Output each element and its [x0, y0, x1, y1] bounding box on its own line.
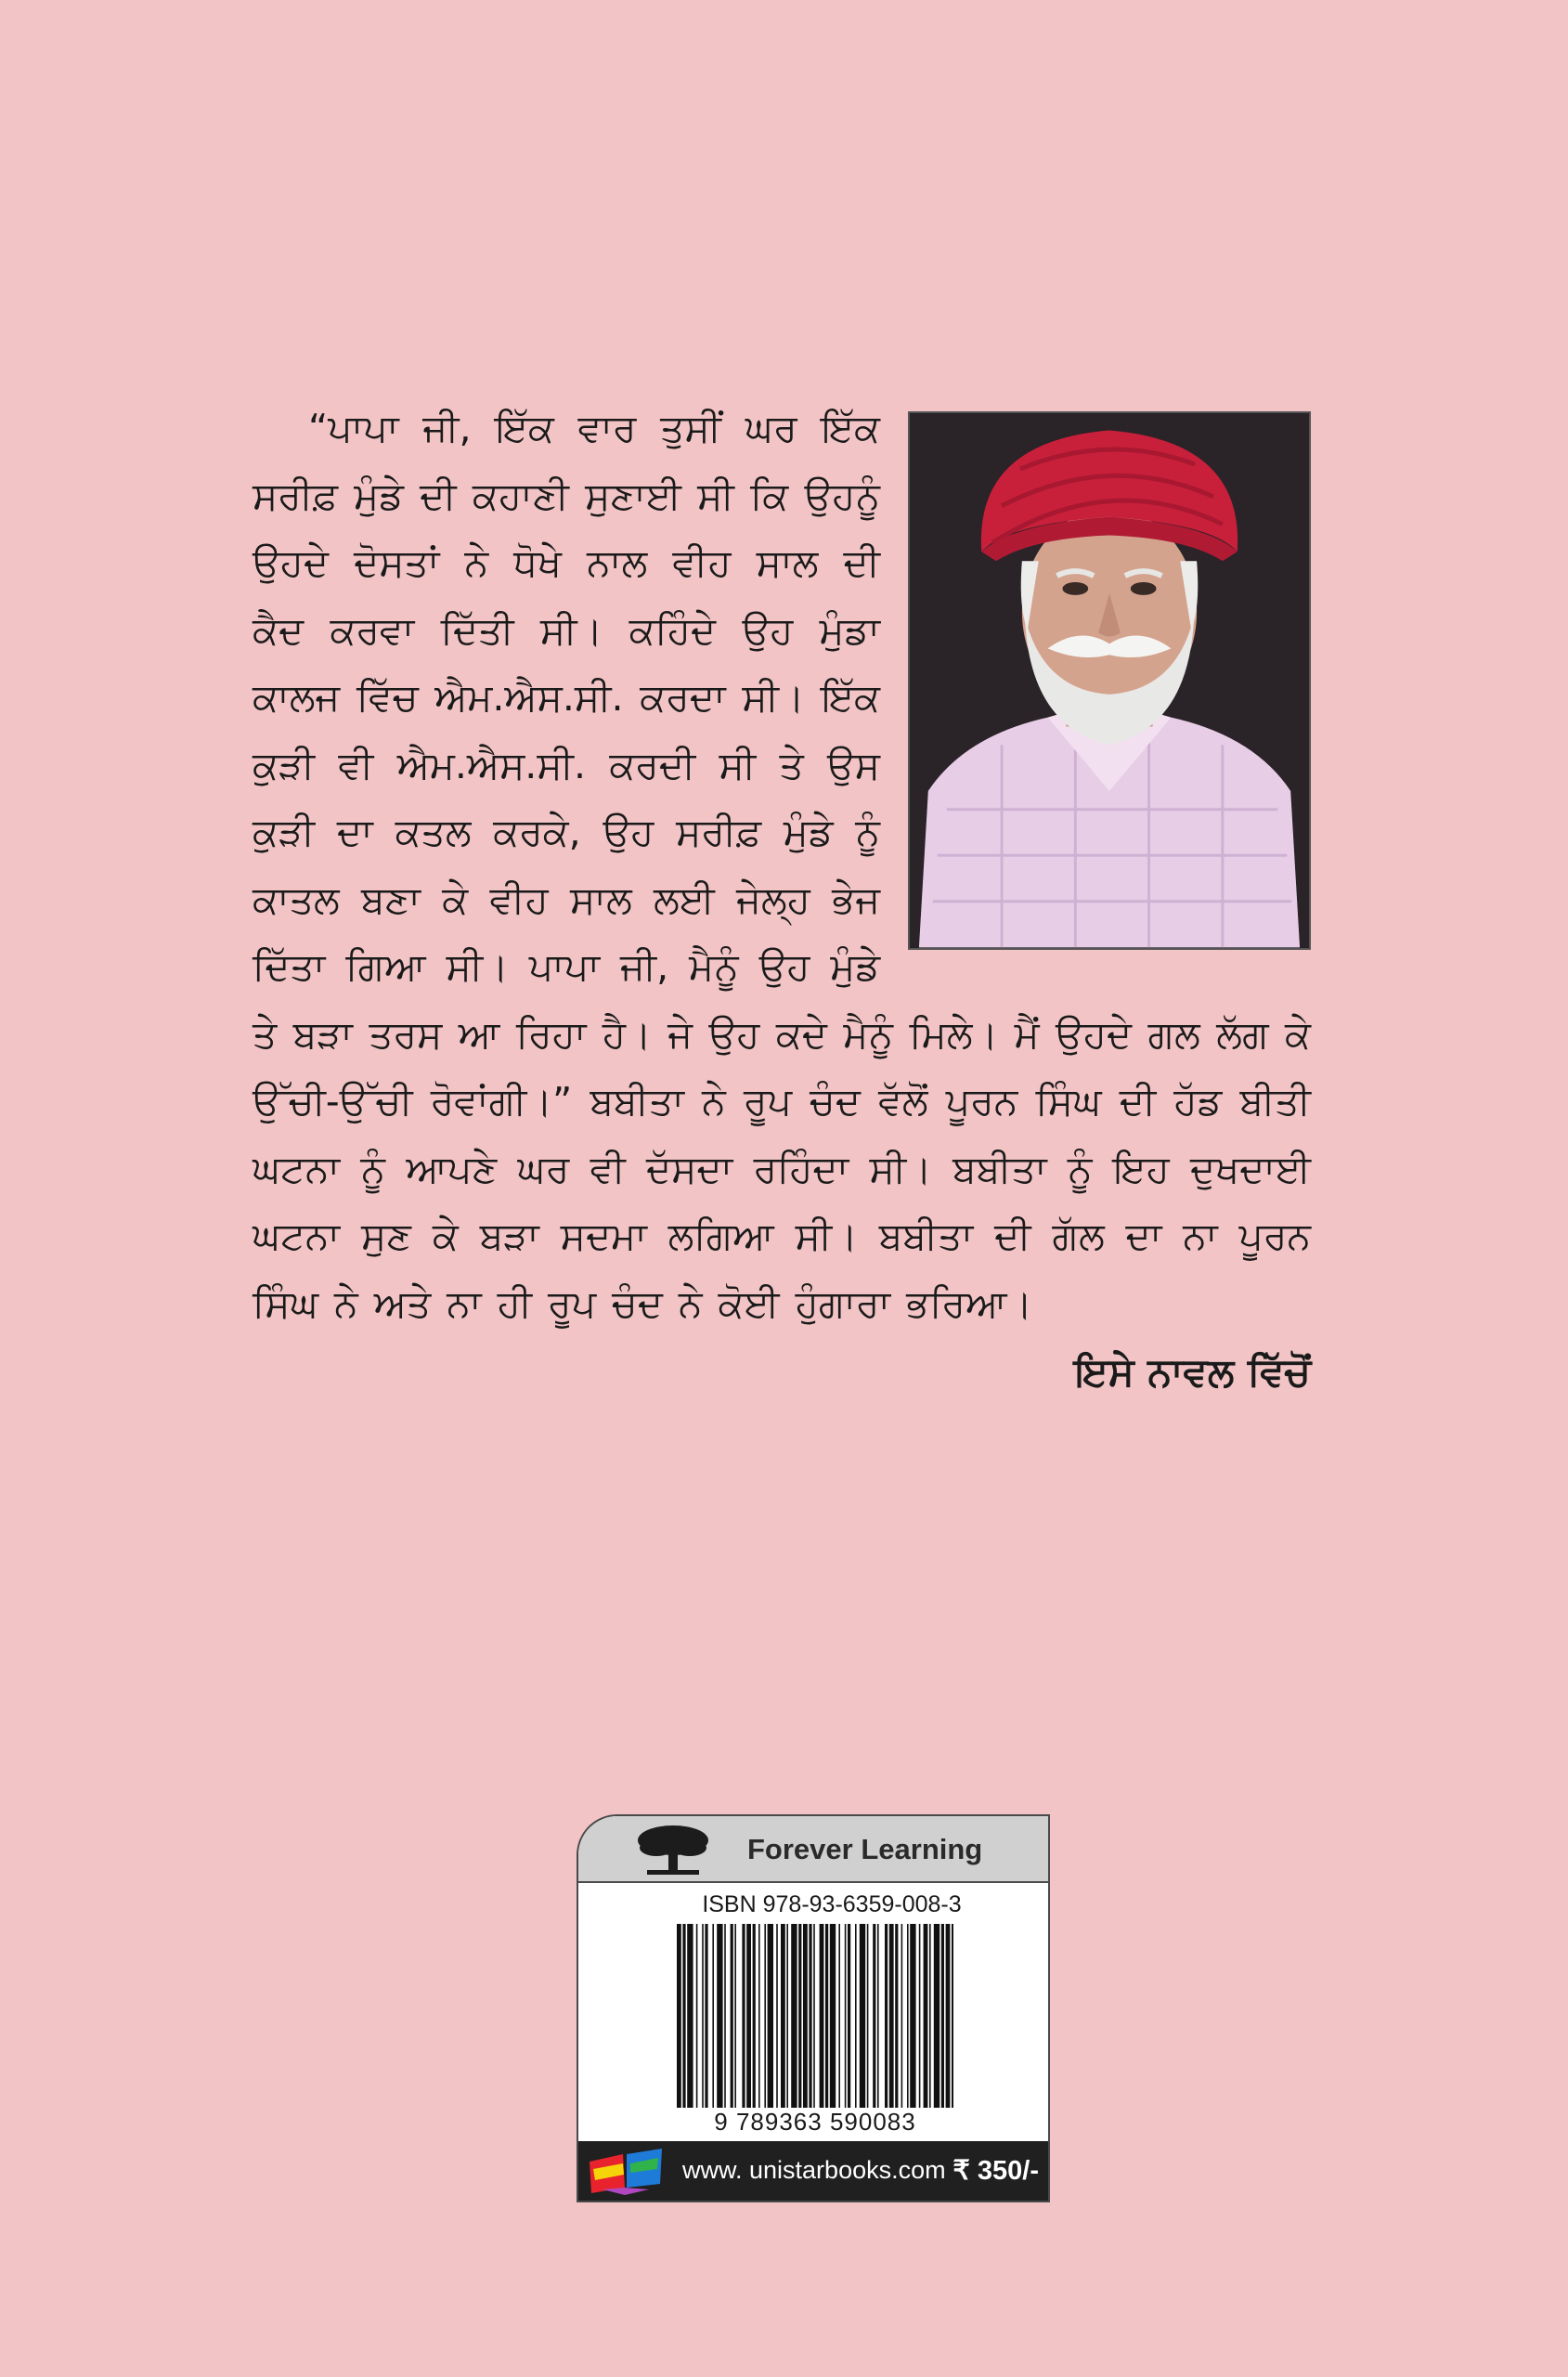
barcode-bar	[889, 1924, 894, 2108]
barcode-bar	[758, 1924, 760, 2108]
barcode-bar	[877, 1924, 879, 2108]
barcode-bar	[803, 1924, 808, 2108]
barcode-panel	[577, 1814, 1050, 2202]
barcode-bar	[776, 1924, 778, 2108]
barcode-bar	[731, 1924, 733, 2108]
barcode-bar	[705, 1924, 707, 2108]
author-photo	[908, 411, 1311, 950]
barcode-bar	[813, 1924, 815, 2108]
barcode-bar	[682, 1924, 685, 2108]
panel-header	[578, 1816, 1048, 1883]
price-label: ₹ 350/-	[952, 2156, 1039, 2186]
isbn-text: ISBN 978-93-6359-008-3	[702, 1891, 962, 1917]
barcode-bar	[845, 1924, 847, 2108]
excerpt-paragraph: “ਪਾਪਾ ਜੀ, ਇੱਕ ਵਾਰ ਤੁਸੀਂ ਘਰ ਇੱਕ ਸਰੀਫ਼ ਮੁੰਡੇ ਦੀ ਕਹਾਣੀ ਸੁਣਾਈ ਸੀ ਕਿ ਉਹਨੂੰ ਉਹਦੇ ਦੋਸਤਾਂ ਨੇ ਧੋਖੇ ਨਾਲ ਵੀਹ ਸਾਲ ਦੀ ਕੈਦ ਕਰਵਾ ਦਿੱਤੀ ਸੀ। ਕਹਿੰਦੇ ਉਹ ਮੁੰਡਾ ਕਾਲਜ ਵਿੱਚ ਐਮ.ਐਸ.ਸੀ. ਕਰਦਾ ਸੀ। ਇੱਕ ਕੁੜੀ ਵੀ ਐਮ.ਐਸ.ਸੀ. ਕਰਦੀ ਸੀ ਤੇ ਉਸ ਕੁੜੀ ਦਾ ਕਤਲ ਕਰਕੇ, ਉਹ ਸਰੀਫ਼ ਮੁੰਡੇ ਨੂੰ ਕਾਤਲ ਬਣਾ ਕੇ ਵੀਹ ਸਾਲ ਲਈ ਜੇਲ੍ਹ ਭੇਜ ਦਿੱਤਾ ਗਿਆ ਸੀ। ਪਾਪਾ ਜੀ, ਮੈਨੂੰ ਉਹ ਮੁੰਡੇ ਤੇ ਬੜਾ ਤਰਸ ਆ ਰਿਹਾ ਹੈ। ਜੇ ਉਹ ਕਦੇ ਮੈਨੂੰ ਮਿਲੇ। ਮੈਂ ਉਹਦੇ ਗਲ ਲੱਗ ਕੇ ਉੱਚੀ-ਉੱਚੀ ਰੋਵਾਂਗੀ।” ਬਬੀਤਾ ਨੇ ਰੂਪ ਚੰਦ ਵੱਲੋਂ ਪੂਰਨ ਸਿੰਘ ਦੀ ਹੱਡ ਬੀਤੀ ਘਟਨਾ ਨੂੰ ਆਪਣੇ ਘਰ ਵੀ ਦੱਸਦਾ ਰਹਿੰਦਾ ਸੀ। ਬਬੀਤਾ ਨੂੰ ਇਹ ਦੁਖਦਾਈ ਘਟਨਾ ਸੁਣ ਕੇ ਬੜਾ ਸਦਮਾ ਲਗਿਆ ਸੀ। ਬਬੀਤਾ ਦੀ ਗੱਲ ਦਾ ਨਾ ਪੂਰਨ ਸਿੰਘ ਨੇ ਅਤੇ ਨਾ ਹੀ ਰੂਪ ਚੰਦ ਨੇ ਕੋਈ ਹੁੰਗਾਰਾ ਭਰਿਆ।	[253, 406, 1311, 1326]
publisher-url[interactable]: www. unistarbooks.com	[682, 2156, 946, 2184]
barcode-bar	[734, 1924, 736, 2108]
barcode-bar	[901, 1924, 903, 2108]
barcode-bar	[809, 1924, 811, 2108]
barcode-bar	[895, 1924, 898, 2108]
barcode-bar	[924, 1924, 928, 2108]
barcode-bar	[860, 1924, 865, 2108]
barcode-bar	[848, 1924, 850, 2108]
open-book-icon	[584, 2145, 667, 2197]
barcode-bar	[838, 1924, 840, 2108]
barcode-bar	[820, 1924, 824, 2108]
barcode-bar	[798, 1924, 801, 2108]
barcode-bar	[885, 1924, 888, 2108]
barcode-bar	[907, 1924, 909, 2108]
barcode-bar	[786, 1924, 788, 2108]
barcode-bar	[929, 1924, 931, 2108]
barcode-bar	[724, 1924, 726, 2108]
barcode-bar	[867, 1924, 869, 2108]
publisher-tagline: Forever Learning	[747, 1833, 983, 1865]
book-excerpt	[253, 395, 1311, 1402]
barcode-bar	[742, 1924, 745, 2108]
author-portrait-image	[910, 413, 1309, 948]
barcode-bar	[791, 1924, 797, 2108]
excerpt-source: ਇਸੇ ਨਾਵਲ ਵਿੱਚੋਂ	[1074, 1349, 1311, 1395]
barcode-bar	[952, 1924, 953, 2108]
barcode-bar	[768, 1924, 773, 2108]
panel-footer	[578, 2141, 1048, 2201]
barcode-bar	[687, 1924, 693, 2108]
barcode-bar	[781, 1924, 785, 2108]
barcode-bar	[946, 1924, 951, 2108]
barcode-bar	[910, 1924, 915, 2108]
barcode-bar	[764, 1924, 766, 2108]
barcode-bar	[941, 1924, 944, 2108]
barcode-bar	[677, 1924, 681, 2108]
barcode-bar	[873, 1924, 875, 2108]
barcode-bar	[702, 1924, 704, 2108]
tree-icon	[634, 1822, 712, 1876]
barcode	[675, 1924, 953, 2108]
barcode-bar	[825, 1924, 828, 2108]
barcode-bar	[696, 1924, 698, 2108]
barcode-digits: 9 789363 590083	[714, 2108, 916, 2136]
barcode-bar	[712, 1924, 714, 2108]
barcode-bar	[934, 1924, 940, 2108]
barcode-bar	[753, 1924, 756, 2108]
barcode-bar	[830, 1924, 836, 2108]
barcode-bar	[919, 1924, 921, 2108]
barcode-bar	[855, 1924, 857, 2108]
barcode-bar	[717, 1924, 722, 2108]
barcode-bar	[746, 1924, 751, 2108]
